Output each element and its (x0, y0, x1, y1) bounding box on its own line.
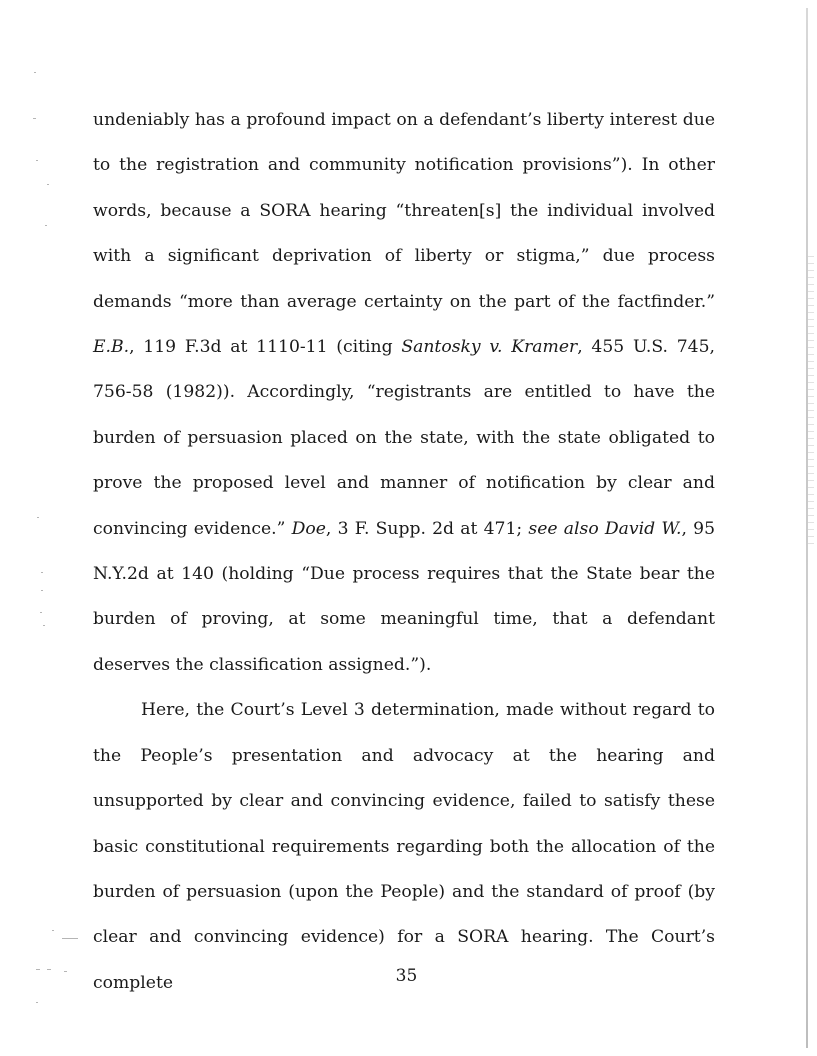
margin-speck (37, 517, 39, 518)
margin-speck (45, 225, 47, 226)
paragraph-1-text-5: , 95 N.Y.2d at 140 (holding “Due process requires that the State bear the burden of proving, at some meaningful time, that a defendant deserves the classification assigned.”). (93, 518, 716, 675)
margin-speck (52, 930, 54, 931)
paragraph-1-text-1: undeniably has a profound impact on a defendant’s liberty interest due to the registration and community notification provisions”). In other words, because a SORA hearing “threaten[s] the individual involved with a significant deprivation of liberty or stigma,” due process demands “more than average certainty on the part of the factfinder.” (93, 110, 715, 312)
paragraph-1-text-3: , 455 U.S. 745, 756-58 (1982)). Accordingly, “registrants are entitled to have the burden of persuasion placed on the state, with the state obligated to prove the proposed level and manner of notification by clear and convincing evidence.” (93, 337, 715, 539)
margin-speck (36, 160, 38, 161)
page-number: 35 (395, 966, 418, 986)
page-number-container (0, 966, 817, 986)
citation-david-w: see also David W. (528, 518, 682, 539)
margin-speck (33, 118, 36, 119)
paragraph-2: Here, the Court’s Level 3 determination, made without regard to the People’s presentation and advocacy at the hearing and unsupported by clear and convincing evidence, failed to satisfy these basic constitutional requirements regarding both the allocation of the burden of persuasion (upon the People) and the standard of proof (by clear and convincing evidence) for a SORA hearing. The Court’s complete (93, 700, 715, 993)
margin-speck (62, 938, 78, 939)
margin-speck (36, 1002, 38, 1003)
scan-edge-ticks (808, 250, 814, 550)
paragraph-1-text-2: , 119 F.3d at 1110-11 (citing (129, 337, 402, 358)
margin-speck (47, 184, 49, 185)
citation-eb: E.B. (93, 337, 130, 358)
margin-speck (40, 612, 42, 613)
paragraph-1 (93, 98, 715, 688)
citation-doe: Doe (291, 518, 326, 539)
margin-speck (34, 72, 36, 73)
citation-santosky: Santosky v. Kramer (401, 337, 578, 358)
margin-speck (41, 572, 43, 573)
margin-speck (43, 625, 45, 626)
paragraph-1-text-4: , 3 F. Supp. 2d at 471; (325, 518, 529, 539)
margin-speck (41, 590, 43, 591)
body-text (93, 98, 715, 1006)
